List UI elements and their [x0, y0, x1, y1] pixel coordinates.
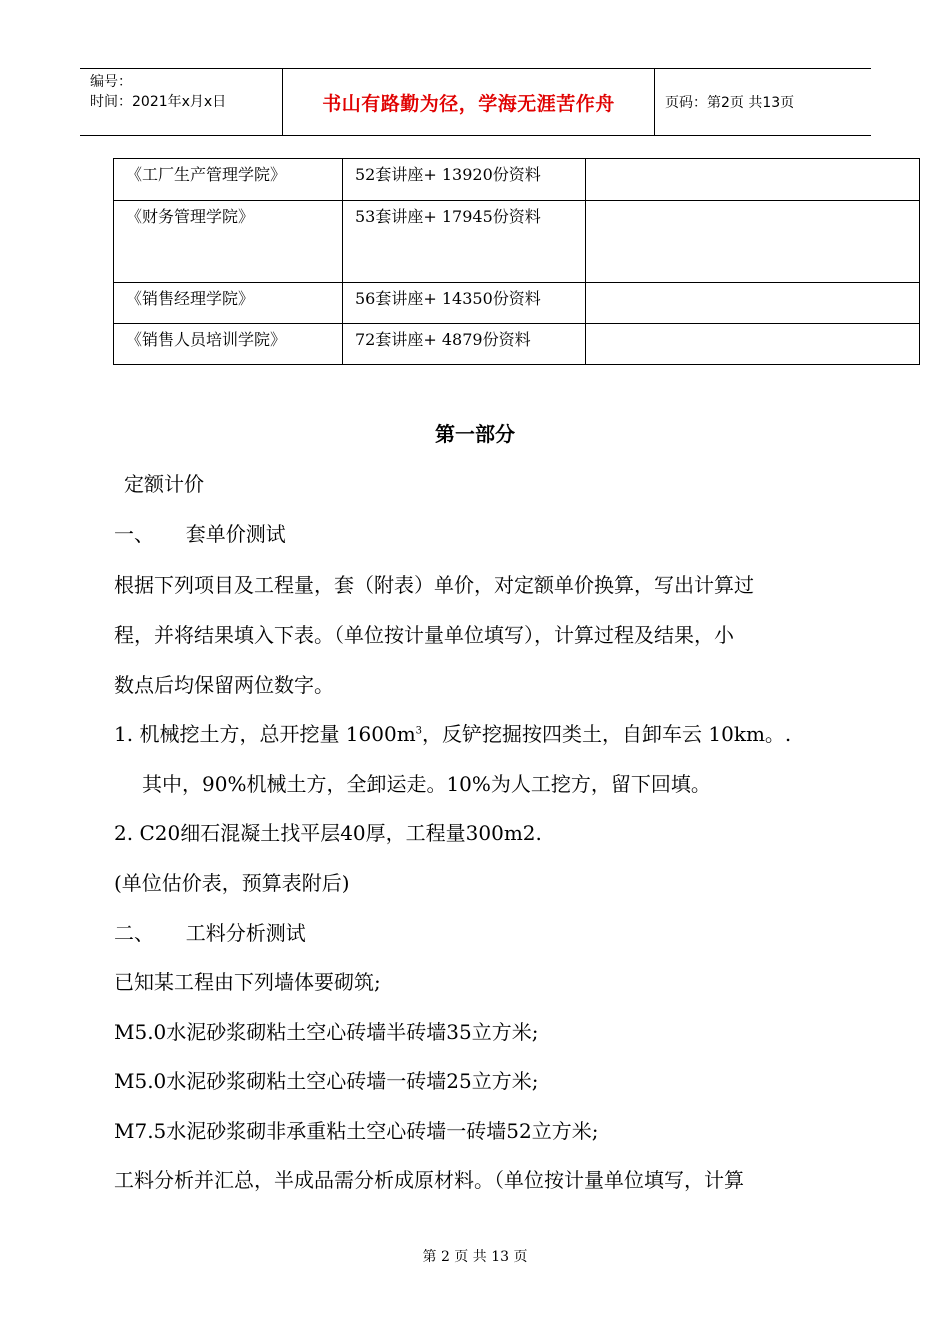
table-row — [114, 324, 920, 365]
table-cell-content: 52套讲座+ 13920份资料 — [343, 159, 586, 201]
section-title: 第一部分 — [435, 422, 515, 446]
table-cell-content: 72套讲座+ 4879份资料 — [343, 324, 586, 365]
table-cell-name: 《工厂生产管理学院》 — [114, 159, 343, 201]
paragraph-line: 数点后均保留两位数字。 — [114, 673, 334, 697]
paragraph-line: 根据下列项目及工程量，套（附表）单价，对定额单价换算，写出计算过 — [114, 573, 754, 597]
header-motto: 书山有路勤为径，学海无涯苦作舟 — [322, 92, 615, 115]
item-1-text: 1. 机械挖土方，总开挖量 1600m — [114, 722, 416, 746]
table-cell-name: 《财务管理学院》 — [114, 201, 343, 283]
item-1-superscript: 3 — [415, 725, 423, 737]
courses-table — [113, 158, 920, 365]
item-2-line: 2. C20细石混凝土找平层40厚，工程量300m2. — [114, 821, 542, 845]
table-row — [114, 201, 920, 283]
header-page-info: 页码：第2页 共13页 — [665, 95, 795, 111]
header-meta — [90, 72, 226, 112]
item-1-line — [114, 718, 791, 747]
part1-heading: 一、 套单价测试 — [114, 522, 286, 546]
page-footer: 第 2 页 共 13 页 — [422, 1249, 528, 1265]
note-line: (单位估价表，预算表附后) — [114, 871, 350, 895]
table-cell-content: 56套讲座+ 14350份资料 — [343, 283, 586, 324]
table-row — [114, 283, 920, 324]
paragraph-line: 程，并将结果填入下表。（单位按计量单位填写），计算过程及结果，小 — [114, 623, 734, 647]
item-1-line: 其中，90%机械土方，全卸运走。10%为人工挖方，留下回填。 — [142, 772, 711, 796]
wall-line: M5.0水泥砂浆砌粘土空心砖墙半砖墙35立方米; — [114, 1020, 539, 1044]
page-header — [80, 68, 871, 136]
sub-title: 定额计价 — [124, 472, 204, 496]
paragraph-line: 已知某工程由下列墙体要砌筑; — [114, 970, 381, 994]
table-row — [114, 159, 920, 201]
header-divider — [654, 68, 655, 136]
table-cell-extra — [586, 159, 920, 201]
table-cell-name: 《销售人员培训学院》 — [114, 324, 343, 365]
number-label: 编号： — [90, 74, 132, 90]
table-cell-extra — [586, 283, 920, 324]
table-cell-extra — [586, 324, 920, 365]
time-label: 时间：2021年x月x日 — [90, 94, 227, 110]
wall-line: M5.0水泥砂浆砌粘土空心砖墙一砖墙25立方米; — [114, 1069, 539, 1093]
table-cell-extra — [586, 201, 920, 283]
part2-heading: 二、 工料分析测试 — [114, 921, 306, 945]
table-cell-name: 《销售经理学院》 — [114, 283, 343, 324]
paragraph-line: 工料分析并汇总，半成品需分析成原材料。（单位按计量单位填写，计算 — [114, 1168, 744, 1192]
table-cell-content: 53套讲座+ 17945份资料 — [343, 201, 586, 283]
item-1-text: ，反铲挖掘按四类土，自卸车云 10km。. — [422, 722, 792, 746]
wall-line: M7.5水泥砂浆砌非承重粘土空心砖墙一砖墙52立方米; — [114, 1119, 599, 1143]
